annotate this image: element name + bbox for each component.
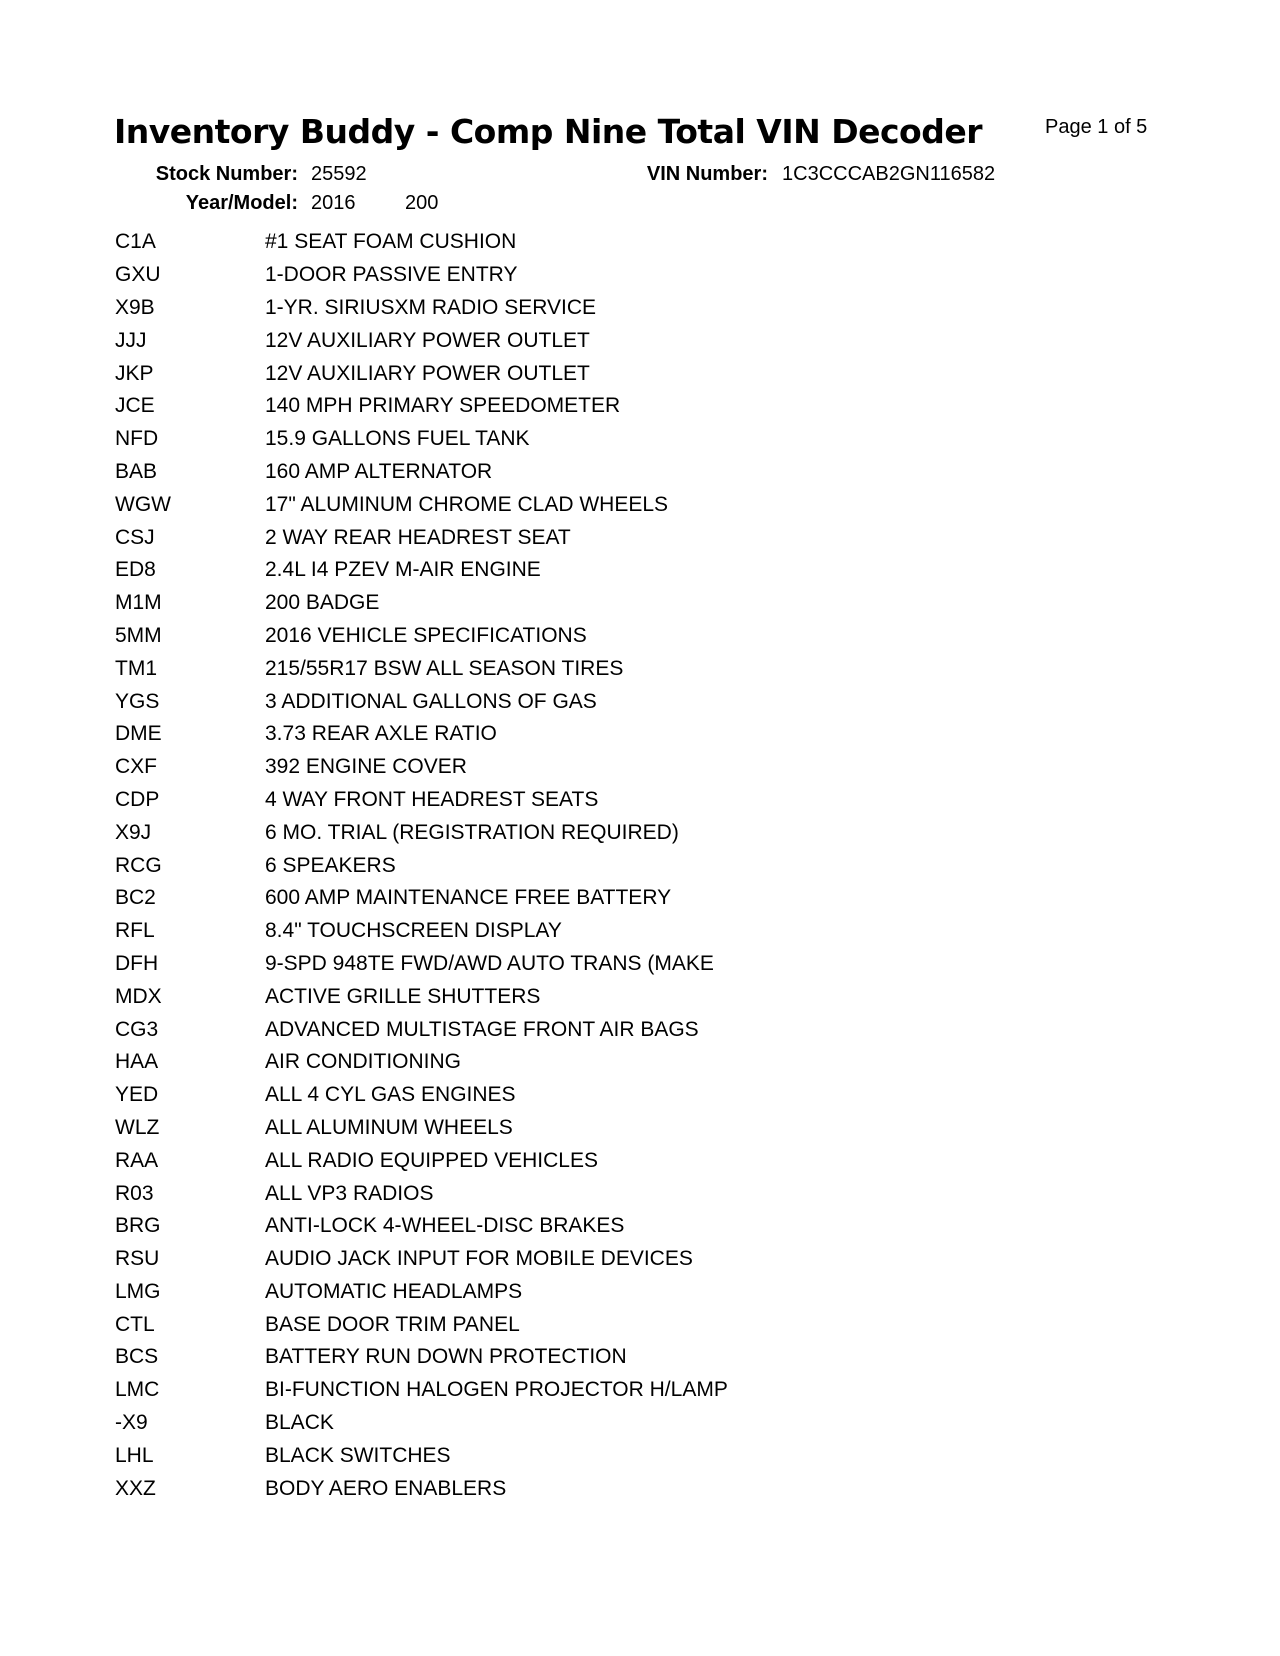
option-description: 6 SPEAKERS <box>265 853 396 877</box>
option-description: BLACK SWITCHES <box>265 1443 451 1467</box>
list-item <box>115 226 728 259</box>
list-item <box>115 784 728 817</box>
option-description: ANTI-LOCK 4-WHEEL-DISC BRAKES <box>265 1214 625 1238</box>
option-code: LMG <box>115 1279 161 1303</box>
option-description: #1 SEAT FOAM CUSHION <box>265 230 517 254</box>
option-code: LMC <box>115 1378 160 1402</box>
list-item <box>115 948 728 981</box>
option-code: YGS <box>115 689 160 713</box>
list-item <box>115 554 728 587</box>
list-item <box>115 849 728 882</box>
option-code: NFD <box>115 427 159 451</box>
option-code: 5MM <box>115 623 162 647</box>
list-item <box>115 1177 728 1210</box>
list-item <box>115 1079 728 1112</box>
option-code: HAA <box>115 1050 159 1074</box>
option-description: BI-FUNCTION HALOGEN PROJECTOR H/LAMP <box>265 1378 728 1402</box>
option-code: RCG <box>115 853 162 877</box>
list-item <box>115 1472 728 1505</box>
option-description: 4 WAY FRONT HEADREST SEATS <box>265 787 599 811</box>
list-item <box>115 1144 728 1177</box>
list-item <box>115 423 728 456</box>
option-code: YED <box>115 1083 159 1107</box>
option-code: X9B <box>115 295 155 319</box>
option-code: CTL <box>115 1312 155 1336</box>
list-item <box>115 1243 728 1276</box>
option-code: -X9 <box>115 1411 148 1435</box>
list-item <box>115 292 728 325</box>
option-code: RSU <box>115 1247 160 1271</box>
option-code: CSJ <box>115 525 155 549</box>
option-description: 215/55R17 BSW ALL SEASON TIRES <box>265 656 624 680</box>
option-code: XXZ <box>115 1476 156 1500</box>
option-description: BLACK <box>265 1411 334 1435</box>
option-description: 12V AUXILIARY POWER OUTLET <box>265 328 590 352</box>
option-description: 392 ENGINE COVER <box>265 755 467 779</box>
list-item <box>115 1439 728 1472</box>
option-code: ED8 <box>115 558 156 582</box>
option-description: ALL RADIO EQUIPPED VEHICLES <box>265 1148 598 1172</box>
list-item <box>115 324 728 357</box>
option-description: ALL ALUMINUM WHEELS <box>265 1115 513 1139</box>
list-item <box>115 456 728 489</box>
list-item <box>115 488 728 521</box>
list-item <box>115 685 728 718</box>
option-description: AUDIO JACK INPUT FOR MOBILE DEVICES <box>265 1247 693 1271</box>
option-description: 1-DOOR PASSIVE ENTRY <box>265 263 518 287</box>
option-description: 2 WAY REAR HEADREST SEAT <box>265 525 571 549</box>
option-description: AIR CONDITIONING <box>265 1050 462 1074</box>
list-item <box>115 1374 728 1407</box>
option-description: 140 MPH PRIMARY SPEEDOMETER <box>265 394 621 418</box>
list-item <box>115 1210 728 1243</box>
list-item <box>115 357 728 390</box>
list-item <box>115 1308 728 1341</box>
option-description: 1-YR. SIRIUSXM RADIO SERVICE <box>265 295 597 319</box>
option-description: BASE DOOR TRIM PANEL <box>265 1312 520 1336</box>
list-item <box>115 882 728 915</box>
option-code-list <box>115 226 728 1505</box>
option-code: CG3 <box>115 1017 159 1041</box>
list-item <box>115 1407 728 1440</box>
option-description: 160 AMP ALTERNATOR <box>265 459 493 483</box>
option-code: LHL <box>115 1443 154 1467</box>
option-code: TM1 <box>115 656 157 680</box>
option-description: 6 MO. TRIAL (REGISTRATION REQUIRED) <box>265 820 679 844</box>
option-code: GXU <box>115 263 161 287</box>
option-description: 15.9 GALLONS FUEL TANK <box>265 427 530 451</box>
model-value: 200 <box>405 192 439 214</box>
list-item <box>115 1046 728 1079</box>
stock-number-label: Stock Number: <box>155 163 298 185</box>
list-item <box>115 259 728 292</box>
list-item <box>115 816 728 849</box>
list-item <box>115 1341 728 1374</box>
option-code: MDX <box>115 984 162 1008</box>
option-code: BCS <box>115 1345 159 1369</box>
option-code: DME <box>115 722 162 746</box>
option-code: BC2 <box>115 886 156 910</box>
list-item <box>115 390 728 423</box>
option-code: WLZ <box>115 1115 160 1139</box>
option-description: 9-SPD 948TE FWD/AWD AUTO TRANS (MAKE <box>265 951 714 975</box>
option-description: 2.4L I4 PZEV M-AIR ENGINE <box>265 558 541 582</box>
list-item <box>115 1112 728 1145</box>
vin-number-value: 1C3CCCAB2GN116582 <box>782 163 996 185</box>
vin-number-label: VIN Number: <box>646 163 768 185</box>
option-code: BRG <box>115 1214 161 1238</box>
option-code: RAA <box>115 1148 159 1172</box>
option-description: 3 ADDITIONAL GALLONS OF GAS <box>265 689 597 713</box>
page-indicator: Page 1 of 5 <box>1045 116 1148 138</box>
option-description: BODY AERO ENABLERS <box>265 1476 507 1500</box>
list-item <box>115 718 728 751</box>
document-title: Inventory Buddy - Comp Nine Total VIN Decoder <box>114 112 982 151</box>
year-value: 2016 <box>311 192 356 214</box>
option-description: BATTERY RUN DOWN PROTECTION <box>265 1345 627 1369</box>
option-description: 600 AMP MAINTENANCE FREE BATTERY <box>265 886 672 910</box>
list-item <box>115 1013 728 1046</box>
list-item <box>115 1276 728 1309</box>
option-code: C1A <box>115 230 156 254</box>
option-code: JJJ <box>115 328 147 352</box>
list-item <box>115 521 728 554</box>
option-description: ALL VP3 RADIOS <box>265 1181 434 1205</box>
option-description: ACTIVE GRILLE SHUTTERS <box>265 984 541 1008</box>
option-description: 2016 VEHICLE SPECIFICATIONS <box>265 623 587 647</box>
option-code: CXF <box>115 755 157 779</box>
option-description: 8.4" TOUCHSCREEN DISPLAY <box>265 919 562 943</box>
list-item <box>115 587 728 620</box>
option-description: AUTOMATIC HEADLAMPS <box>265 1279 523 1303</box>
list-item <box>115 652 728 685</box>
list-item <box>115 751 728 784</box>
option-code: WGW <box>115 492 171 516</box>
option-code: JCE <box>115 394 155 418</box>
option-code: JKP <box>115 361 154 385</box>
option-description: ALL 4 CYL GAS ENGINES <box>265 1083 516 1107</box>
option-description: ADVANCED MULTISTAGE FRONT AIR BAGS <box>265 1017 699 1041</box>
option-code: M1M <box>115 591 162 615</box>
option-description: 12V AUXILIARY POWER OUTLET <box>265 361 590 385</box>
list-item <box>115 980 728 1013</box>
option-description: 200 BADGE <box>265 591 380 615</box>
year-model-label: Year/Model: <box>185 192 298 214</box>
option-code: CDP <box>115 787 160 811</box>
option-code: X9J <box>115 820 152 844</box>
option-code: R03 <box>115 1181 154 1205</box>
stock-number-value: 25592 <box>311 163 367 185</box>
list-item <box>115 620 728 653</box>
option-code: RFL <box>115 919 155 943</box>
list-item <box>115 915 728 948</box>
option-description: 3.73 REAR AXLE RATIO <box>265 722 497 746</box>
option-code: DFH <box>115 951 159 975</box>
option-description: 17" ALUMINUM CHROME CLAD WHEELS <box>265 492 669 516</box>
option-code: BAB <box>115 459 158 483</box>
